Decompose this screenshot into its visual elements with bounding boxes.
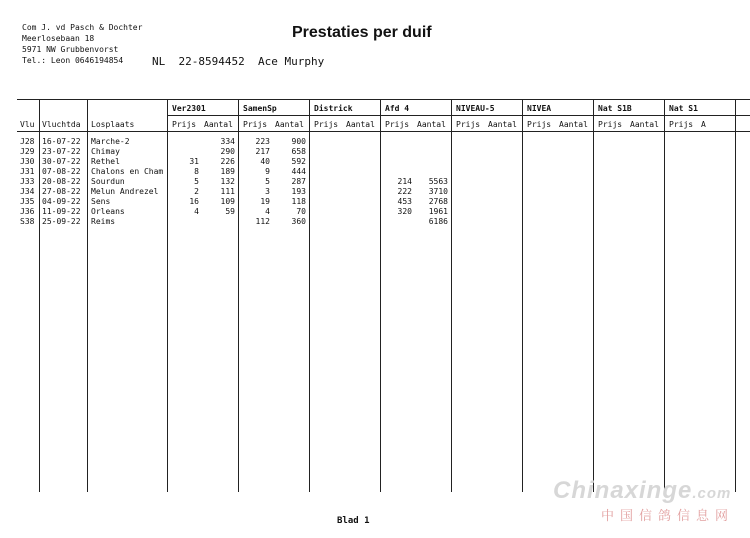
subheader-prijs: Prijs (456, 120, 481, 129)
cell-vlu: J28 (20, 137, 35, 146)
sender-address (22, 22, 142, 66)
subheader-aantal: A (701, 120, 706, 129)
col-divider (87, 99, 88, 492)
col-divider (664, 99, 665, 492)
cell-ver2301-prijs: 8 (194, 167, 199, 176)
cell-ver2301-prijs: 31 (189, 157, 199, 166)
subheader-prijs: Prijs (669, 120, 694, 129)
cell-afd4-prijs: 320 (397, 207, 412, 216)
sender-city: 5971 NW Grubbenvorst (22, 45, 119, 54)
cell-samensp-prijs: 3 (265, 187, 270, 196)
sender-phone: Tel.: Leon 0646194854 (22, 56, 124, 65)
cell-afd4-aantal: 3710 (428, 187, 448, 196)
cell-losplaats: Orleans (91, 207, 125, 216)
subheader-aantal: Aantal (275, 120, 304, 129)
sender-name: Com J. vd Pasch & Dochter (22, 23, 143, 32)
cell-ver2301-aantal: 132 (220, 177, 235, 186)
cell-losplaats: Reims (91, 217, 116, 226)
cell-ver2301-prijs: 4 (194, 207, 199, 216)
sender-street: Meerlosebaan 18 (22, 34, 95, 43)
cell-vluchtdatum: 04-09-22 (42, 197, 81, 206)
cell-vlu: J34 (20, 187, 35, 196)
cell-vluchtdatum: 11-09-22 (42, 207, 81, 216)
subheader-aantal: Aantal (488, 120, 517, 129)
performance-table (17, 99, 750, 492)
cell-samensp-aantal: 444 (291, 167, 306, 176)
group-header-rule (167, 115, 750, 116)
cell-samensp-aantal: 592 (291, 157, 306, 166)
group-header-nivea: NIVEA (527, 104, 552, 113)
group-header-afd4: Afd 4 (385, 104, 410, 113)
cell-vlu: J35 (20, 197, 35, 206)
group-header-nat-s1: Nat S1 (669, 104, 698, 113)
subheader-prijs: Prijs (172, 120, 197, 129)
col-divider (593, 99, 594, 492)
cell-samensp-prijs: 9 (265, 167, 270, 176)
cell-vluchtdatum: 27-08-22 (42, 187, 81, 196)
cell-samensp-prijs: 223 (255, 137, 270, 146)
watermark-text: Chinaxinge (553, 477, 693, 504)
cell-samensp-prijs: 19 (260, 197, 270, 206)
cell-afd4-prijs: 453 (397, 197, 412, 206)
cell-ver2301-aantal: 334 (220, 137, 235, 146)
subheader-aantal: Aantal (417, 120, 446, 129)
cell-vluchtdatum: 16-07-22 (42, 137, 81, 146)
cell-samensp-aantal: 360 (291, 217, 306, 226)
cell-afd4-aantal: 1961 (428, 207, 448, 216)
cell-vluchtdatum: 25-09-22 (42, 217, 81, 226)
cell-losplaats: Chimay (91, 147, 120, 156)
subheader-prijs: Prijs (314, 120, 339, 129)
subheader-prijs: Prijs (527, 120, 552, 129)
group-header-ver2301: Ver2301 (172, 104, 206, 113)
bird-country: NL (152, 55, 166, 68)
cell-samensp-aantal: 70 (296, 207, 306, 216)
cell-vlu: J31 (20, 167, 35, 176)
cell-vlu: J36 (20, 207, 35, 216)
cell-vlu: S38 (20, 217, 35, 226)
subheader-aantal: Aantal (204, 120, 233, 129)
cell-ver2301-prijs: 2 (194, 187, 199, 196)
subheader-prijs: Prijs (243, 120, 268, 129)
page-title: Prestaties per duif (292, 24, 432, 41)
cell-ver2301-aantal: 111 (220, 187, 235, 196)
cell-samensp-aantal: 193 (291, 187, 306, 196)
subheader-aantal: Aantal (630, 120, 659, 129)
cell-ver2301-aantal: 290 (220, 147, 235, 156)
group-header-nat-s1b: Nat S1B (598, 104, 632, 113)
subheader-prijs: Prijs (385, 120, 410, 129)
col-divider (451, 99, 452, 492)
cell-ver2301-prijs: 5 (194, 177, 199, 186)
bird-ring-number: 22-8594452 (178, 55, 245, 68)
cell-losplaats: Melun Andrezel (91, 187, 159, 196)
cell-samensp-aantal: 900 (291, 137, 306, 146)
cell-afd4-prijs: 214 (397, 177, 412, 186)
cell-ver2301-aantal: 109 (220, 197, 235, 206)
subheader-aantal: Aantal (559, 120, 588, 129)
cell-losplaats: Sens (91, 197, 111, 206)
cell-ver2301-aantal: 189 (220, 167, 235, 176)
cell-losplaats: Sourdun (91, 177, 125, 186)
col-divider (380, 99, 381, 492)
cell-samensp-aantal: 658 (291, 147, 306, 156)
cell-losplaats: Rethel (91, 157, 120, 166)
watermark-cn-text: 中国信鸽信息网 (601, 509, 735, 524)
watermark-logo (553, 477, 731, 505)
cell-ver2301-prijs: 16 (189, 197, 199, 206)
col-divider (309, 99, 310, 492)
header-losplaats: Losplaats (91, 120, 135, 129)
col-divider (522, 99, 523, 492)
watermark-suffix: .com (692, 485, 732, 502)
cell-afd4-aantal: 6186 (428, 217, 448, 226)
cell-samensp-aantal: 287 (291, 177, 306, 186)
header-bottom-rule (17, 131, 750, 132)
bird-name: Ace Murphy (257, 55, 325, 68)
header-vlu: Vlu (20, 120, 35, 129)
cell-losplaats: Chalons en Cham (91, 167, 164, 176)
cell-vluchtdatum: 20-08-22 (42, 177, 81, 186)
cell-vlu: J30 (20, 157, 35, 166)
cell-vluchtdatum: 07-08-22 (42, 167, 81, 176)
col-divider (735, 99, 736, 492)
group-header-districk: Districk (314, 104, 353, 113)
col-divider (39, 99, 40, 492)
cell-vluchtdatum: 23-07-22 (42, 147, 81, 156)
cell-vluchtdatum: 30-07-22 (42, 157, 81, 166)
cell-losplaats: Marche-2 (91, 137, 130, 146)
group-header-niveau5: NIVEAU-5 (456, 104, 495, 113)
table-top-rule (17, 99, 750, 100)
group-header-samensp: SamenSp (243, 104, 277, 113)
cell-vlu: J29 (20, 147, 35, 156)
header-vluchtdatum: Vluchtda (42, 120, 81, 129)
subheader-prijs: Prijs (598, 120, 623, 129)
cell-ver2301-aantal: 226 (220, 157, 235, 166)
cell-samensp-aantal: 118 (291, 197, 306, 206)
cell-afd4-prijs: 222 (397, 187, 412, 196)
subheader-aantal: Aantal (346, 120, 375, 129)
cell-vlu: J33 (20, 177, 35, 186)
cell-samensp-prijs: 112 (255, 217, 270, 226)
cell-afd4-aantal: 5563 (428, 177, 448, 186)
cell-samensp-prijs: 5 (265, 177, 270, 186)
bird-identity (152, 55, 324, 68)
cell-samensp-prijs: 40 (260, 157, 270, 166)
cell-afd4-aantal: 2768 (428, 197, 448, 206)
cell-samensp-prijs: 4 (265, 207, 270, 216)
page-footer: Blad 1 (337, 516, 370, 526)
cell-samensp-prijs: 217 (255, 147, 270, 156)
cell-ver2301-aantal: 59 (225, 207, 235, 216)
